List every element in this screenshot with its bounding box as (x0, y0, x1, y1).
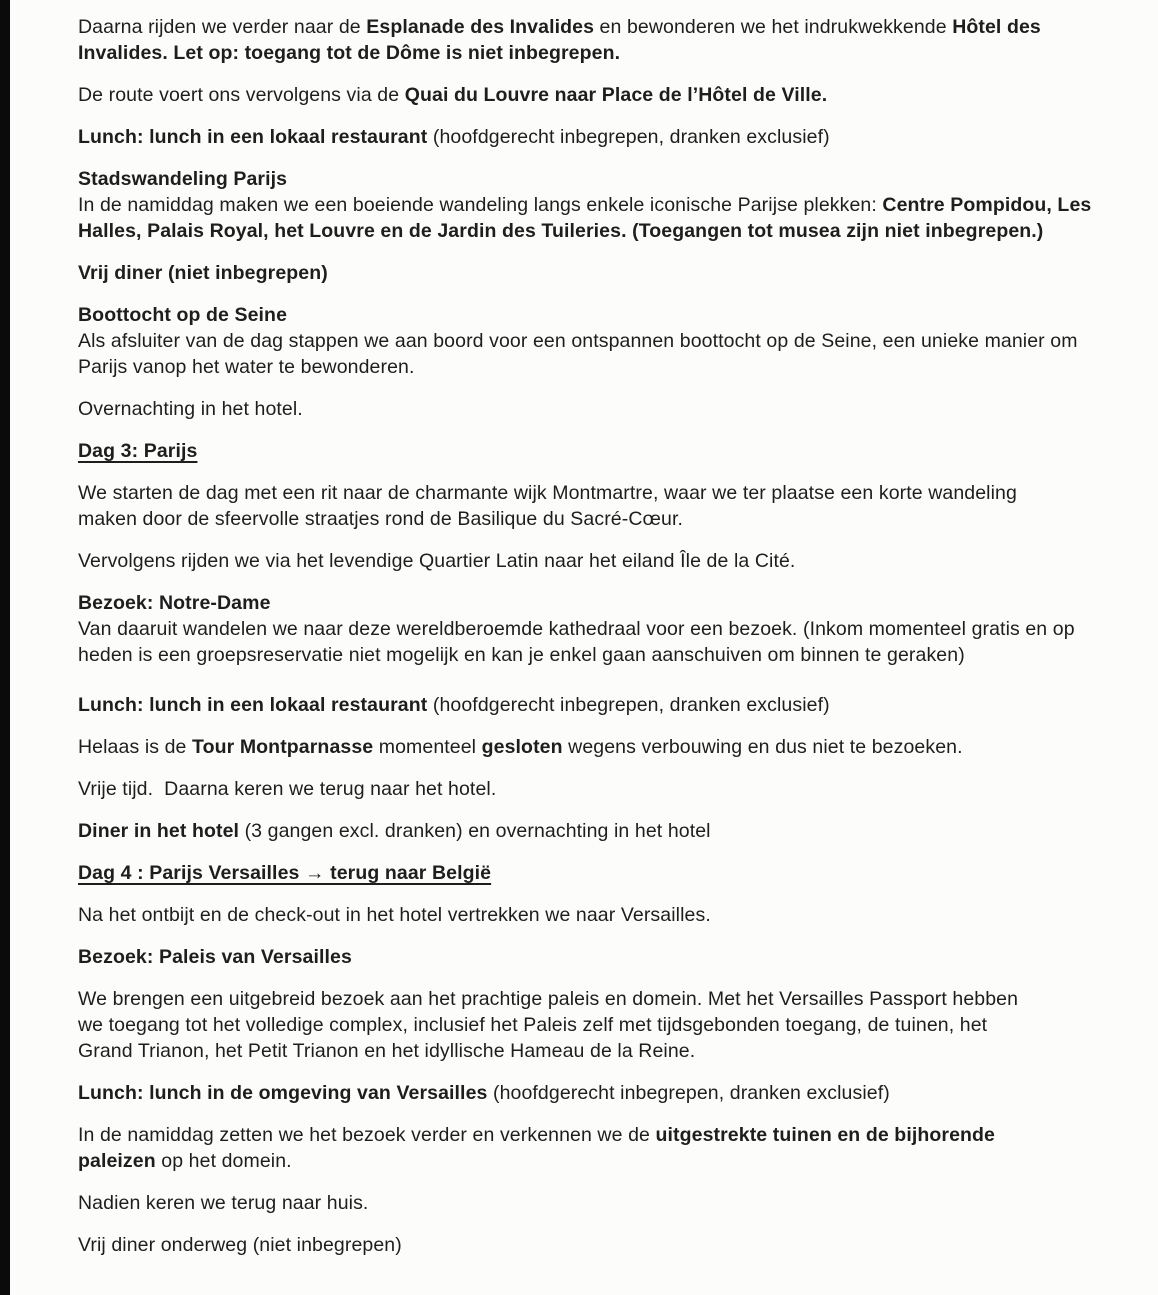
body-text: Grand Trianon, het Petit Trianon en het idyllische Hameau de la Reine. (78, 1040, 696, 1062)
body-text: Parijs vanop het water te bewonderen. (78, 356, 415, 378)
body-text: Als afsluiter van de dag stappen we aan boord voor een ontspannen boottocht op de Seine, een unieke manier om (78, 330, 1078, 352)
section-boottocht-seine (78, 302, 1118, 380)
body-text: Overnachting in het hotel. (78, 398, 303, 420)
body-text: Daarna rijden we verder naar de (78, 16, 367, 38)
bold-text: Invalides. Let op: toegang tot de Dôme is niet inbegrepen. (78, 42, 621, 64)
para-montmartre (78, 480, 1118, 532)
para-overnachting-hotel (78, 396, 1118, 422)
section-stadswandeling-parijs (78, 166, 1118, 244)
bold-text: Centre Pompidou, Les (882, 194, 1092, 216)
para-vrij-diner (78, 260, 1118, 286)
body-text: maken door de sfeervolle straatjes rond de Basilique du Sacré-Cœur. (78, 508, 684, 530)
para-lunch-dag2 (78, 124, 1118, 150)
body-text: wegens verbouwing en dus niet te bezoeken. (562, 736, 963, 758)
body-text: Helaas is de (78, 736, 193, 758)
para-vrije-tijd (78, 776, 1118, 802)
body-text: op het domein. (155, 1150, 292, 1172)
body-text: (3 gangen excl. dranken) en overnachting in het hotel (239, 820, 711, 842)
body-text: (hoofdgerecht inbegrepen, dranken exclusief) (427, 694, 830, 716)
body-text: De route voert ons vervolgens via de (78, 84, 405, 106)
bold-text: Hôtel des (952, 16, 1041, 38)
para-esplanade-invalides (78, 14, 1118, 66)
bold-text: Lunch: lunch in een lokaal restaurant (78, 694, 428, 716)
bold-text: Vrij diner (niet inbegrepen) (78, 262, 328, 284)
body-text: We starten de dag met een rit naar de charmante wijk Montmartre, waar we ter plaatse een korte wandeling (78, 482, 1017, 504)
body-text: In de namiddag zetten we het bezoek verder en verkennen we de (78, 1124, 656, 1146)
bold-text: Quai du Louvre naar Place de l’Hôtel de Ville. (404, 84, 828, 106)
bold-text: Boottocht op de Seine (78, 304, 288, 326)
heading-dag-4 (78, 860, 1118, 886)
bold-text: Diner in het hotel (78, 820, 240, 842)
para-route-quai-louvre (78, 82, 1118, 108)
body-text: Vrij diner onderweg (niet inbegrepen) (78, 1234, 402, 1256)
body-text: Na het ontbijt en de check-out in het hotel vertrekken we naar Versailles. (78, 904, 711, 926)
body-text: momenteel (373, 736, 482, 758)
body-text: We brengen een uitgebreid bezoek aan het prachtige paleis en domein. Met het Versailles Passport hebben (78, 988, 1019, 1010)
bold-text: Bezoek: Paleis van Versailles (78, 946, 352, 968)
body-text: Vervolgens rijden we via het levendige Quartier Latin naar het eiland Île de la Cité. (78, 550, 796, 572)
bold-text: Tour Montparnasse (192, 736, 374, 758)
para-vrij-diner-onderweg (78, 1232, 1118, 1258)
bold-text: paleizen (78, 1150, 156, 1172)
para-tour-montparnasse (78, 734, 1118, 760)
para-terug-naar-huis (78, 1190, 1118, 1216)
body-text: Vrije tijd. Daarna keren we terug naar het hotel. (78, 778, 497, 800)
para-quartier-latin (78, 548, 1118, 574)
heading-dag-3 (78, 438, 1118, 464)
body-text: (hoofdgerecht inbegrepen, dranken exclusief) (427, 126, 830, 148)
bold-text: Lunch: lunch in een lokaal restaurant (78, 126, 428, 148)
body-text: heden is een groepsreservatie niet mogelijk en kan je enkel gaan aanschuiven om binnen te geraken) (78, 644, 965, 666)
para-diner-hotel (78, 818, 1118, 844)
bold-text: Esplanade des Invalides (366, 16, 595, 38)
body-text: Nadien keren we terug naar huis. (78, 1192, 369, 1214)
para-tuinen-paleizen (78, 1122, 1118, 1174)
para-ontbijt-checkout (78, 902, 1118, 928)
bold-text: Halles, Palais Royal, het Louvre en de Jardin des Tuileries. (Toegangen tot musea zijn niet inbegrepen.) (78, 220, 1044, 242)
body-text: (hoofdgerecht inbegrepen, dranken exclusief) (487, 1082, 890, 1104)
bold-text: Lunch: lunch in de omgeving van Versailles (78, 1082, 488, 1104)
bold-text: Stadswandeling Parijs (78, 168, 288, 190)
heading-text: Dag 4 : Parijs Versailles → terug naar België (78, 862, 492, 884)
section-bezoek-notre-dame (78, 590, 1118, 668)
para-lunch-dag3 (78, 692, 1118, 718)
body-text: Van daaruit wandelen we naar deze wereldberoemde kathedraal voor een bezoek. (Inkom momenteel gratis en op (78, 618, 1075, 640)
bold-text: Bezoek: Notre-Dame (78, 592, 271, 614)
body-text: In de namiddag maken we een boeiende wandeling langs enkele iconische Parijse plekken: (78, 194, 883, 216)
heading-bezoek-versailles (78, 944, 1118, 970)
bold-text: gesloten (481, 736, 563, 758)
body-text: en bewonderen we het indrukwekkende (594, 16, 953, 38)
bold-text: uitgestrekte tuinen en de bijhorende (655, 1124, 995, 1146)
body-text: we toegang tot het volledige complex, inclusief het Paleis zelf met tijdsgebonden toegang, de tuinen, het (78, 1014, 988, 1036)
para-lunch-versailles (78, 1080, 1118, 1106)
heading-text: Dag 3: Parijs (78, 440, 198, 462)
para-versailles-passport (78, 986, 1118, 1064)
